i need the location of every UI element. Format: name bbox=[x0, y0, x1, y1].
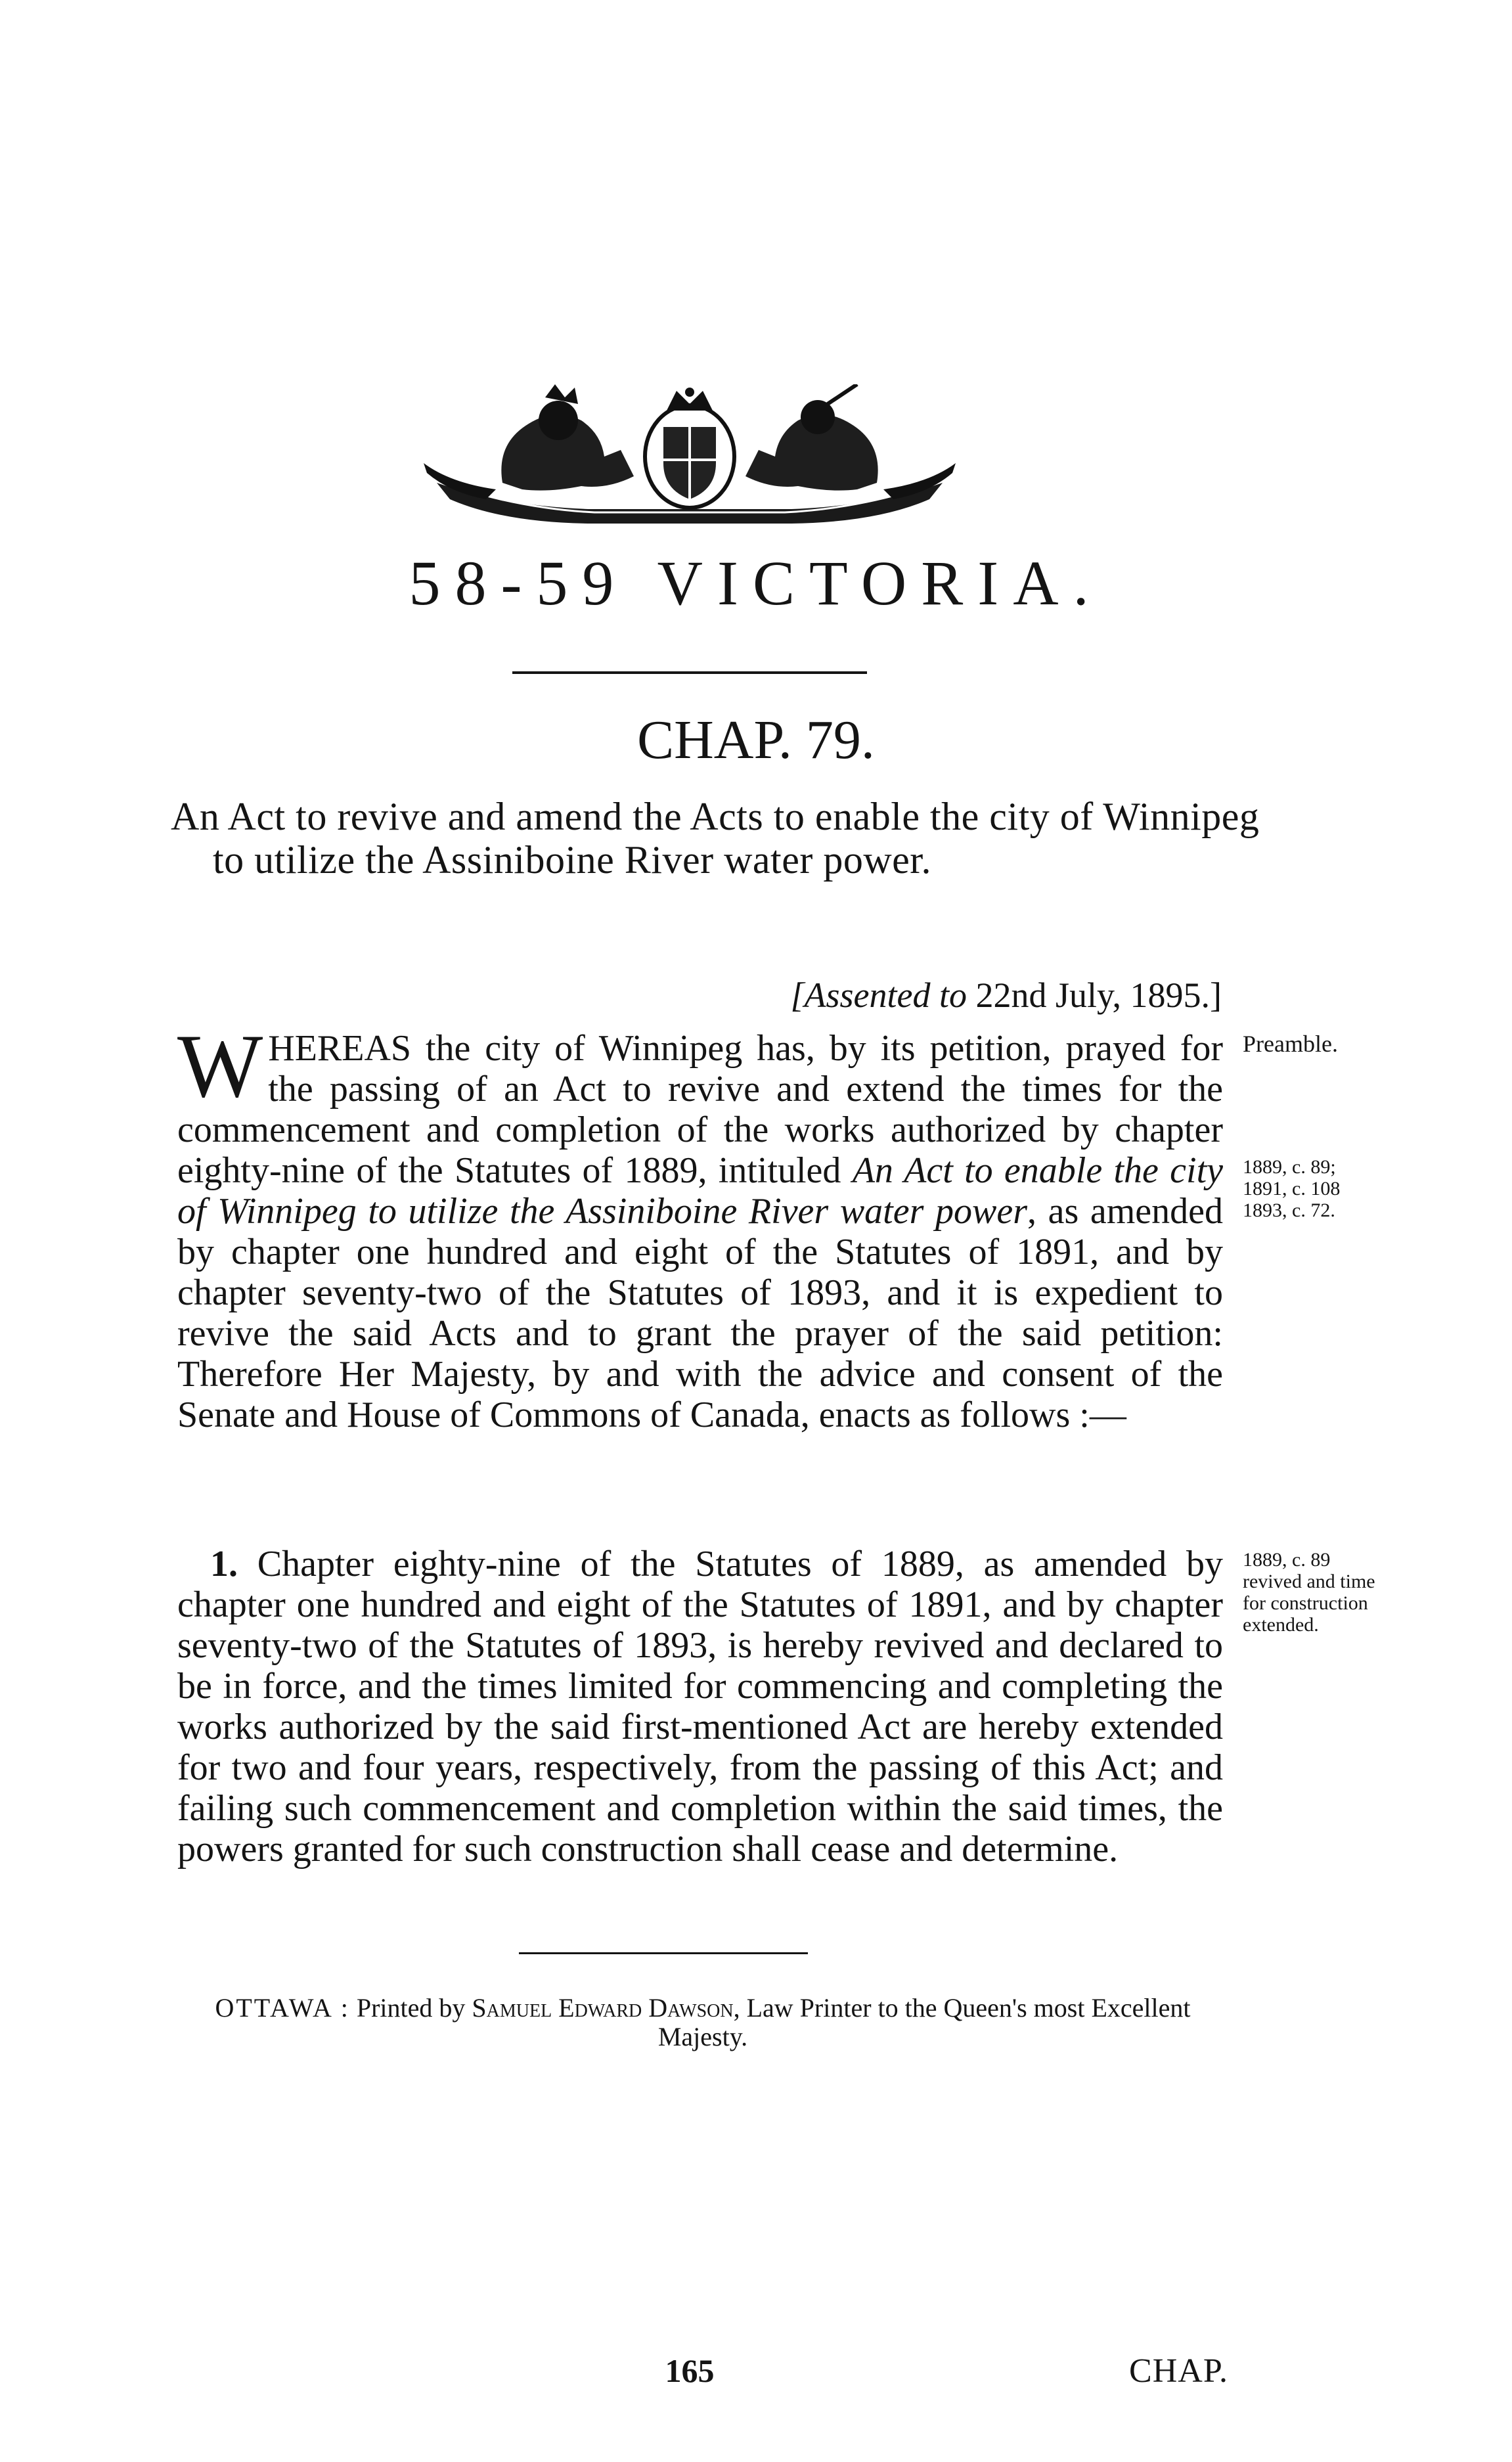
assent-year: , 1895.] bbox=[1112, 975, 1222, 1015]
preamble-text-part-1: HEREAS the city of Winnipeg has, by its petition, prayed for the passing of an Act to revive and extend the times for the commencement and completion of the works authorized by chapter eighty-nine of the Statutes of 1889, intituled bbox=[177, 1028, 1223, 1191]
chapter-heading: CHAP. 79. bbox=[637, 709, 875, 771]
margin-note-ref-1891: 1891, c. 108 bbox=[1243, 1178, 1341, 1199]
act-title: An Act to revive and amend the Acts to enable the city of Winnipeg to utilize the Assiniboine River water power. bbox=[171, 795, 1260, 882]
imprint-printer-title: , Law Printer to the Queen's most Excellent Majesty. bbox=[657, 1993, 1191, 2051]
page-number: 165 bbox=[665, 2352, 715, 2389]
section-number: 1. bbox=[210, 1544, 238, 1584]
catchword: CHAP. bbox=[1129, 2352, 1228, 2390]
footer-divider bbox=[519, 1952, 808, 1954]
imprint-city: OTTAWA : bbox=[215, 1993, 350, 2023]
preamble-cited-act-title: An Act to enable the city of Winnipeg to utilize the Assiniboine River water power bbox=[177, 1150, 1224, 1232]
royal-coat-of-arms-emblem bbox=[424, 384, 956, 526]
heading-divider bbox=[512, 671, 867, 674]
regnal-year-heading: 58-59 VICTORIA. bbox=[409, 548, 1103, 618]
imprint-printed-by: Printed by bbox=[356, 1993, 466, 2023]
margin-note-preamble: Preamble. bbox=[1243, 1031, 1338, 1057]
margin-note-section-1: 1889, c. 89 revived and time for construction extended. bbox=[1243, 1549, 1375, 1636]
imprint-printer-name: Samuel Edward Dawson bbox=[472, 1993, 734, 2023]
assent-line bbox=[657, 975, 1222, 1015]
assent-date: 22nd July bbox=[975, 975, 1113, 1015]
section-1-paragraph bbox=[177, 1544, 1223, 1869]
assent-prefix: [Assented to bbox=[790, 975, 967, 1015]
section-1-text: Chapter eighty-nine of the Statutes of 1889, as amended by chapter one hundred and eight of the Statutes of 1891, and by chapter seventy-two of the Statutes of 1893, is hereby revived and declared to be in force, and the times limited for commencing and completing the works authorized by the said first-mentioned Act are hereby extended for two and four years, respectively, from the passing of this Act; and failing such commencement and completion within the said times, the powers granted for such construction shall cease and determine. bbox=[177, 1544, 1223, 1869]
margin-note-ref-1893: 1893, c. 72. bbox=[1243, 1199, 1335, 1221]
preamble-text-part-2: , as amended by chapter one hundred and eight of the Statutes of 1891, and by chapter seventy-two of the Statutes of 1893, and it is expedient to revive the said Acts and to grant the prayer of the said petition: Therefore Her Majesty, by and with the advice and consent of the Senate and House of Commons of Canada, enacts as follows :— bbox=[177, 1191, 1223, 1435]
preamble-dropcap: W bbox=[177, 1016, 263, 1116]
margin-note-ref-1889: 1889, c. 89; bbox=[1243, 1156, 1336, 1178]
preamble-paragraph bbox=[177, 1016, 1224, 1435]
printer-imprint bbox=[184, 1994, 1222, 2051]
